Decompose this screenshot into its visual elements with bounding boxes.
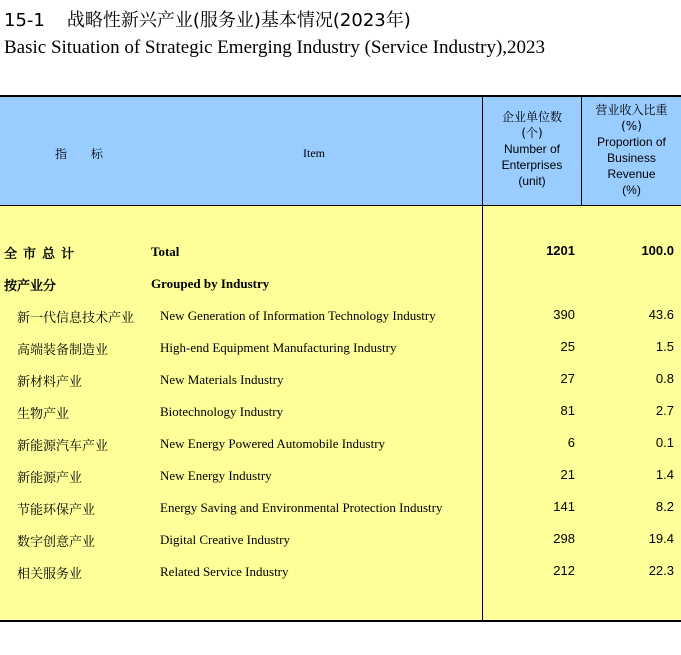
row-label-en: New Generation of Information Technology Industry <box>160 308 436 323</box>
row-proportion: 1.4 <box>655 467 674 482</box>
group-label-cn: 按产业分 <box>4 279 57 294</box>
group-label-en: Grouped by Industry <box>151 276 270 291</box>
table-row <box>0 435 681 455</box>
header-proportion-en2: Business <box>607 151 656 165</box>
column-divider <box>581 95 582 206</box>
table-row <box>0 371 681 391</box>
table-row-group <box>0 275 681 295</box>
header-enterprises <box>483 109 581 189</box>
header-proportion-unit-cn: (%) <box>621 119 642 133</box>
row-enterprises: 25 <box>560 339 575 354</box>
total-enterprises: 1201 <box>546 243 575 258</box>
row-enterprises: 212 <box>553 563 575 578</box>
row-label-en: Related Service Industry <box>160 564 289 579</box>
table-body <box>0 206 681 622</box>
row-proportion: 43.6 <box>648 307 674 322</box>
table-row <box>0 563 681 583</box>
header-proportion-cn: 营业收入比重 <box>595 103 668 117</box>
table-title-cn-text: 战略性新兴产业(服务业)基本情况(2023年) <box>66 10 411 31</box>
row-proportion: 0.8 <box>655 371 674 386</box>
row-label-cn: 新能源产业 <box>17 471 83 486</box>
row-proportion: 1.5 <box>655 339 674 354</box>
table-title-cn <box>4 6 411 32</box>
row-proportion: 22.3 <box>648 563 674 578</box>
header-proportion-en3: Revenue <box>607 167 656 181</box>
table-title-en: Basic Situation of Strategic Emerging Industry (Service Industry),2023 <box>4 37 546 58</box>
table-row <box>0 467 681 487</box>
row-label-en: New Materials Industry <box>160 372 284 387</box>
row-label-en: Biotechnology Industry <box>160 404 284 419</box>
row-label-cn: 节能环保产业 <box>17 503 96 518</box>
table-row <box>0 307 681 327</box>
row-enterprises: 298 <box>553 531 575 546</box>
header-indicator-cn: 指 标 <box>55 147 113 161</box>
row-label-en: Energy Saving and Environmental Protection Industry <box>160 500 443 515</box>
header-proportion <box>582 102 681 198</box>
column-divider <box>482 95 483 622</box>
row-label-cn: 新一代信息技术产业 <box>17 311 135 326</box>
table-row <box>0 403 681 423</box>
row-proportion: 0.1 <box>655 435 674 450</box>
row-label-cn: 新能源汽车产业 <box>17 439 109 454</box>
total-label-cn: 全市总计 <box>4 247 81 262</box>
table-row-total <box>0 243 681 263</box>
header-enterprises-unit-cn: (个) <box>521 126 543 140</box>
row-enterprises: 141 <box>553 499 575 514</box>
row-label-cn: 生物产业 <box>17 407 70 422</box>
header-item-en: Item <box>303 146 325 160</box>
row-proportion: 8.2 <box>655 499 674 514</box>
header-proportion-unit-en: (%) <box>622 183 641 197</box>
row-enterprises: 21 <box>560 467 575 482</box>
row-label-cn: 高端装备制造业 <box>17 343 109 358</box>
row-label-cn: 相关服务业 <box>17 567 83 582</box>
row-enterprises: 6 <box>567 435 575 450</box>
total-proportion: 100.0 <box>641 243 674 258</box>
row-label-cn: 数字创意产业 <box>17 535 96 550</box>
row-enterprises: 27 <box>560 371 575 386</box>
row-proportion: 2.7 <box>655 403 674 418</box>
row-label-en: High-end Equipment Manufacturing Industry <box>160 340 397 355</box>
header-enterprises-en2: Enterprises <box>501 158 563 172</box>
table-row <box>0 339 681 359</box>
data-table <box>0 95 681 622</box>
total-label-en: Total <box>151 244 180 259</box>
row-enterprises: 81 <box>560 403 575 418</box>
row-enterprises: 390 <box>553 307 575 322</box>
row-label-en: Digital Creative Industry <box>160 532 290 547</box>
table-row <box>0 531 681 551</box>
table-number: 15-1 <box>4 10 45 31</box>
header-enterprises-cn: 企业单位数 <box>501 110 562 124</box>
header-enterprises-en1: Number of <box>503 142 561 156</box>
table-header <box>0 95 681 206</box>
row-label-en: New Energy Industry <box>160 468 272 483</box>
row-label-en: New Energy Powered Automobile Industry <box>160 436 386 451</box>
row-label-cn: 新材料产业 <box>17 375 83 390</box>
row-proportion: 19.4 <box>648 531 674 546</box>
table-row <box>0 499 681 519</box>
header-proportion-en1: Proportion of <box>597 135 666 149</box>
header-enterprises-unit-en: (unit) <box>518 174 546 188</box>
